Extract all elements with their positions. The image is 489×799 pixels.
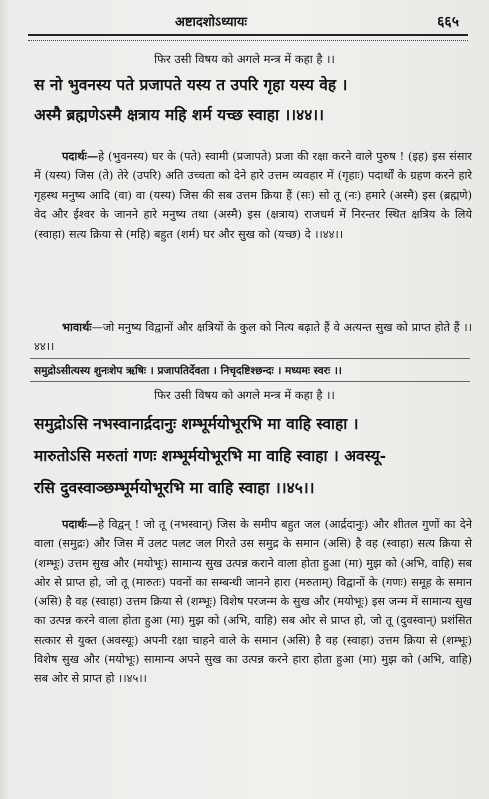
page-header <box>0 12 489 32</box>
chapter-title: अष्टादशोऽध्यायः <box>175 15 248 30</box>
mantra-45 <box>34 408 474 504</box>
padartha-label: पदार्थः— <box>62 517 99 531</box>
mantra-44 <box>34 70 474 130</box>
padartha-45-text: हे विद्वन् ! जो तू (नभस्वान्) जिस के समीप बहुत जल (आर्द्रदानुः) और शीतल गुणों का देने वाला (समुद्रः) और जिस में उलट पलट जल गिरते उस समुद्र के समान (असि) है वह (स्वाहा) सत्य क्रिया से (शम्भूः) उत्तम सुख और (मयोभूः) सामान्य सुख उत्पन्न कराने वाला होता हुआ (मा) मुझ को (अभि, वाहि) सब ओर से प्राप्त हो, जो तू (मारुतः) पवनों का सम्बन्धी जानने हारा (मरुताम्) विद्वानों के (गणः) समूह के समान (असि) है वह (स्वाहा) उत्तम क्रिया से (शम्भूः) विशेष परजन्म के सुख और (मयोभूः) इस जन्म में सामान्य सुख का उत्पन्न करने वाला होता हुआ (मा) मुझ को (अभि, वाहि) सब ओर से प्राप्त हो, जो तू (दुवस्वान्) प्रशंसित सत्कार से युक्त (अवस्यूः) अपनी रक्षा चाहने वाले के समान (असि) है वह (स्वाहा) उत्तम क्रिया से (शम्भूः) विशेष सुख और (मयोभूः) सामान्य अपने सुख का उत्पन्न करने हारा होता हुआ (मा) मुझ को (अभि, वाहि) सब ओर से प्राप्त हो ।।४५।। <box>34 518 472 686</box>
bhavartha-44 <box>34 318 472 357</box>
padartha-44-text: हे (भुवनस्य) घर के (पते) स्वामी (प्रजापते) प्रजा की रक्षा करने वाले पुरुष ! (इह) इस संसार में (यस्य) जिस (ते) तेरे (उपरि) अति उच्चता को देने हारे उत्तम व्यवहार में (गृहाः) पदार्थों के ग्रहण करने हारे गृहस्थ मनुष्य आदि (वा) वा (यस्य) जिस की सब उत्तम क्रिया हैं (सः) सो तू (नः) हमारे (अस्मै) इस (ब्रह्मणे) वेद और ईश्वर के जानने हारे मनुष्य तथा (अस्मै) इस (क्षत्राय) राजधर्म में निरन्तर स्थित क्षत्रिय के लिये (स्वाहा) सत्य क्रिया से (महि) बहुत (शर्म) घर और सुख को (यच्छ) दे ।।४४।। <box>34 150 472 241</box>
mantra-44-line-1: स नो भुवनस्य पते प्रजापते यस्य त उपरि गृहा यस्य वेह । <box>34 75 348 94</box>
padartha-label: पदार्थः— <box>62 149 99 163</box>
section-divider <box>30 358 470 359</box>
padartha-44 <box>34 147 472 244</box>
page-number: ६६५ <box>437 14 459 30</box>
header-rule <box>28 34 468 41</box>
mantra-45-line-1: समुद्रोऽसि नभस्वानार्द्रदानुः शम्भूर्मयोभूरभि मा वाहि स्वाहा । <box>34 414 359 433</box>
intro-note-44: फिर उसी विषय को अगले मन्त्र में कहा है ।। <box>154 52 335 66</box>
mantra-44-line-2: अस्मै ब्रह्मणेऽस्मै क्षत्राय महि शर्म यच्छ स्वाहा ।।४४।। <box>34 105 325 124</box>
rishi-devata-line: समुद्रोऽसीत्यस्य शुनःशेप ऋषिः । प्रजापतिर्देवता । निचृदष्टिश्छन्दः । मध्यमः स्वरः ।। <box>34 365 342 377</box>
intro-note-45: फिर उसी विषय को अगले मन्त्र में कहा है ।। <box>154 388 335 402</box>
mantra-45-line-3: रसि दुवस्वाञ्छम्भूर्मयोभूरभि मा वाहि स्वाहा ।।४५।। <box>34 478 315 497</box>
bhavartha-44-text: —जो मनुष्य विद्वानों और क्षत्रियों के कुल को नित्य बढ़ाते हैं वे अत्यन्त सुख को प्राप्त होते हैं ।।४४।। <box>34 321 472 354</box>
section-divider <box>30 381 470 382</box>
padartha-45 <box>34 515 472 689</box>
mantra-45-line-2: मारुतोऽसि मरुतां गणः शम्भूर्मयोभूरभि मा वाहि स्वाहा । अवस्यू- <box>34 446 387 465</box>
bhavartha-label: भावार्थः <box>62 320 92 334</box>
